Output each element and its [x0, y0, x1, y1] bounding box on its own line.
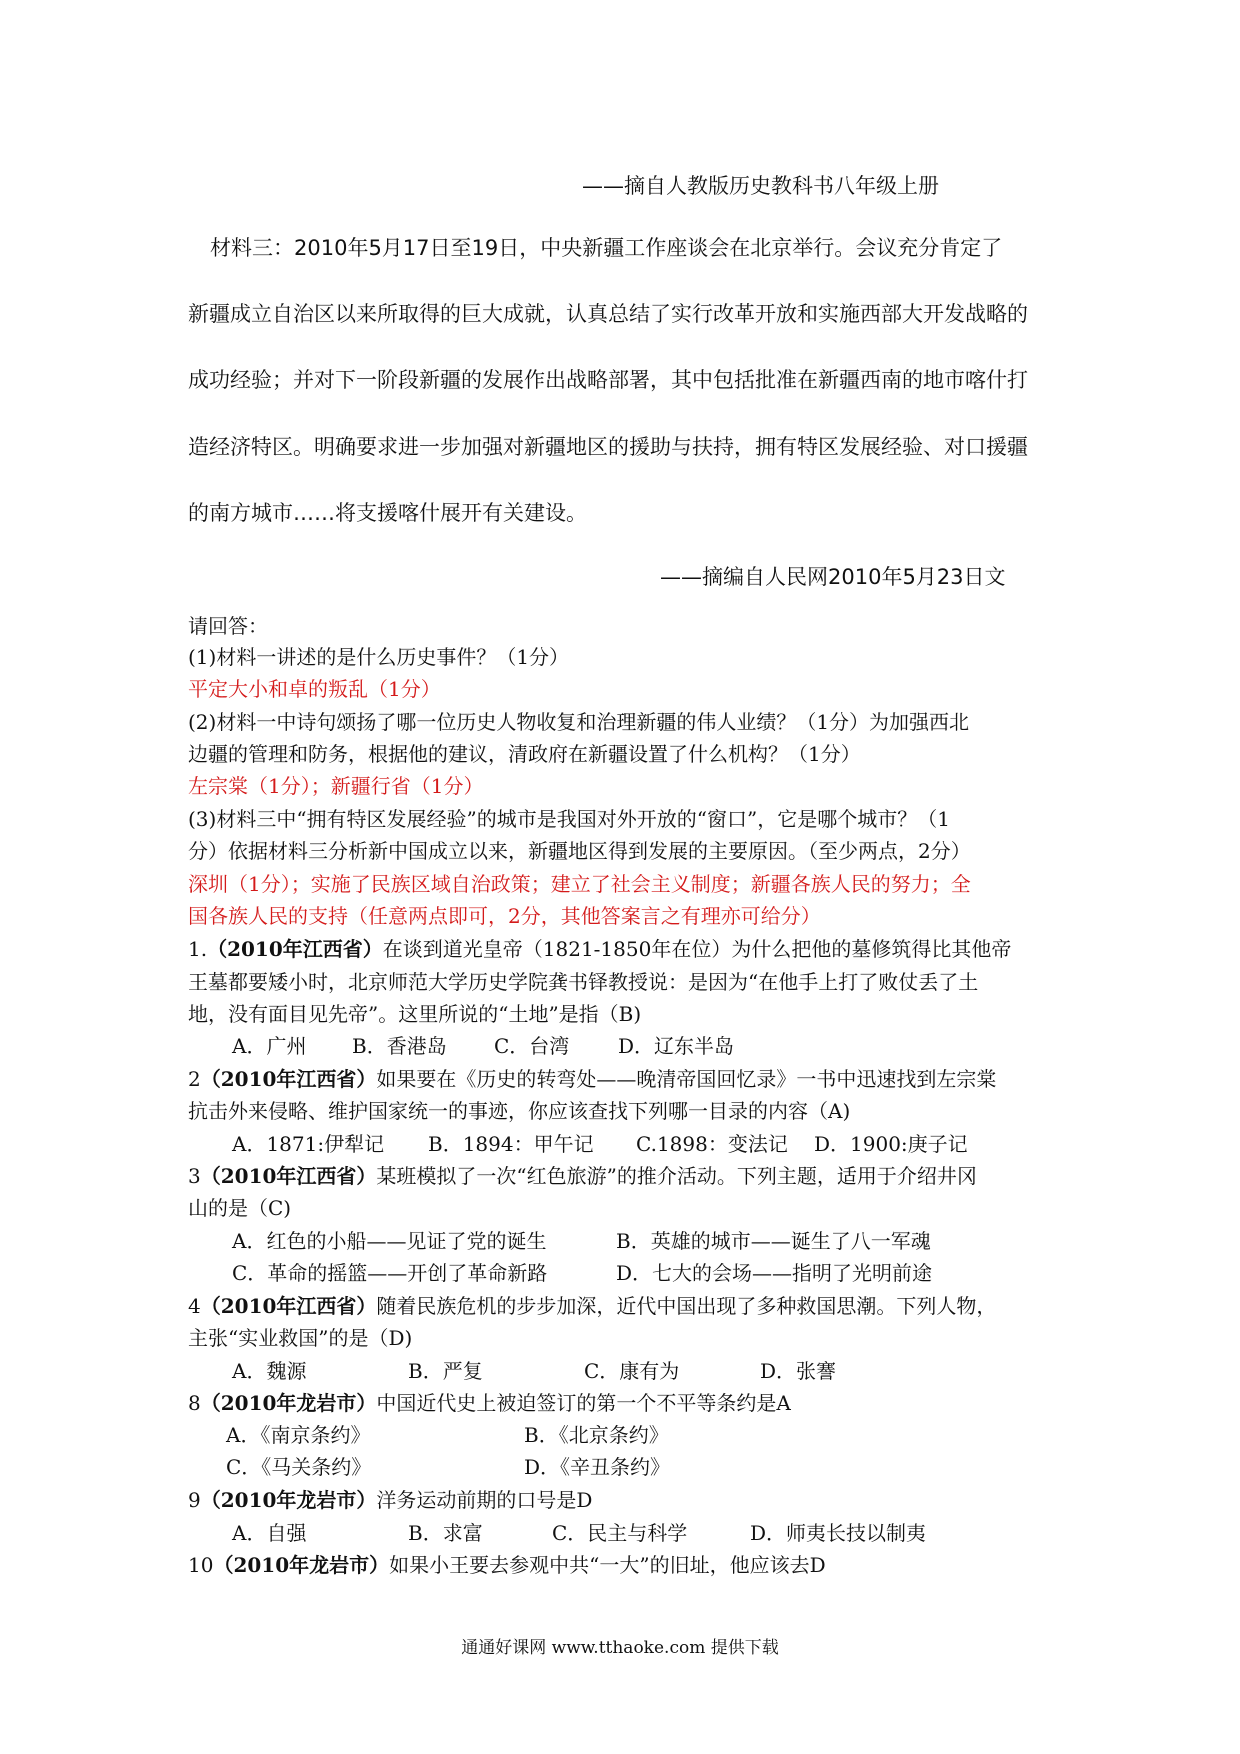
mcq-2-option-d: D．1900:庚子记 — [814, 1132, 968, 1156]
material3-line-2: 新疆成立自治区以来所取得的巨大成就，认真总结了实行改革开放和实施西部大开发战略的 — [188, 302, 1028, 326]
mcq-number: 4 — [188, 1294, 201, 1318]
material3-line-3: 成功经验；并对下一阶段新疆的发展作出战略部署，其中包括批准在新疆西南的地市喀什打 — [188, 368, 1028, 392]
mcq-9-option-c: C．民主与科学 — [552, 1521, 688, 1545]
mcq-4-option-a: A．魏源 — [232, 1359, 307, 1383]
question-2-line-1: (2)材料一中诗句颂扬了哪一位历史人物收复和治理新疆的伟人业绩？（1分）为加强西北 — [188, 710, 970, 734]
mcq-9-option-a: A．自强 — [232, 1521, 307, 1545]
mcq-3-stem-line-1 — [188, 1160, 977, 1189]
mcq-2-option-b: B．1894：甲午记 — [428, 1132, 594, 1156]
mcq-source-tag: （2010年江西省） — [207, 937, 383, 961]
mcq-8-option-a: A．《南京条约》 — [226, 1423, 371, 1447]
mcq-stem-text: 如果要在《历史的转弯处——晚清帝国回忆录》一书中迅速找到左宗棠 — [376, 1067, 997, 1091]
mcq-source-tag: （2010年龙岩市） — [200, 1488, 377, 1512]
question-1: (1)材料一讲述的是什么历史事件？（1分） — [188, 645, 570, 669]
mcq-1-option-d: D．辽东半岛 — [618, 1034, 735, 1058]
mcq-3-option-d: D．七大的会场——指明了光明前途 — [616, 1261, 933, 1285]
mcq-source-tag: （2010年江西省） — [200, 1164, 377, 1188]
mcq-2-stem-line-1 — [188, 1063, 996, 1092]
mcq-9-option-b: B．求富 — [408, 1521, 483, 1545]
answer-3-line-2: 国各族人民的支持（任意两点即可，2分，其他答案言之有理亦可给分） — [188, 904, 821, 928]
mcq-1-stem-line-3: 地，没有面目见先帝”。这里所说的“土地”是指（B) — [188, 1002, 642, 1026]
mcq-2-option-a: A．1871:伊犁记 — [232, 1132, 385, 1156]
mcq-number: 3 — [188, 1164, 201, 1188]
mcq-4-option-d: D．张謇 — [760, 1359, 837, 1383]
answer-1: 平定大小和卓的叛乱（1分） — [188, 677, 441, 701]
mcq-9-stem — [188, 1484, 592, 1513]
material3-line-1: 材料三：2010年5月17日至19日，中央新疆工作座谈会在北京举行。会议充分肯定了 — [210, 236, 1003, 260]
mcq-3-option-a: A．红色的小船——见证了党的诞生 — [232, 1229, 547, 1253]
mcq-stem-text: 在谈到道光皇帝（1821-1850年在位）为什么把他的墓修筑得比其他帝 — [382, 937, 1012, 961]
question-3-line-2: 分）依据材料三分析新中国成立以来，新疆地区得到发展的主要原因。（至少两点，2分） — [188, 839, 971, 863]
mcq-1-stem-line-1 — [188, 933, 1011, 962]
mcq-1-option-c: C．台湾 — [494, 1034, 570, 1058]
mcq-source-tag: （2010年江西省） — [200, 1294, 377, 1318]
answer-3-line-1: 深圳（1分）；实施了民族区域自治政策；建立了社会主义制度；新疆各族人民的努力；全 — [188, 872, 971, 896]
answer-prompt: 请回答： — [188, 614, 268, 638]
mcq-9-option-d: D．师夷长技以制夷 — [750, 1521, 927, 1545]
mcq-stem-text: 某班模拟了一次“红色旅游”的推介活动。下列主题，适用于介绍井冈 — [376, 1164, 977, 1188]
mcq-3-stem-line-2: 山的是（C) — [188, 1196, 292, 1220]
mcq-8-stem — [188, 1387, 791, 1416]
mcq-2-stem-line-2: 抗击外来侵略、维护国家统一的事迹，你应该查找下列哪一目录的内容（A) — [188, 1099, 851, 1123]
mcq-4-option-c: C．康有为 — [584, 1359, 680, 1383]
mcq-1-option-b: B．香港岛 — [352, 1034, 447, 1058]
mcq-number: 9 — [188, 1488, 201, 1512]
material3-source: ——摘编自人民网2010年5月23日文 — [660, 565, 1006, 589]
mcq-number: 8 — [188, 1391, 201, 1415]
question-2-line-2: 边疆的管理和防务，根据他的建议，清政府在新疆设置了什么机构？（1分） — [188, 742, 861, 766]
mcq-4-option-b: B．严复 — [408, 1359, 483, 1383]
material2-source: ——摘自人教版历史教科书八年级上册 — [582, 174, 939, 198]
mcq-8-option-d: D．《辛丑条约》 — [524, 1455, 671, 1479]
mcq-4-stem-line-1 — [188, 1290, 996, 1319]
mcq-stem-text: 随着民族危机的步步加深，近代中国出现了多种救国思潮。下列人物， — [376, 1294, 997, 1318]
mcq-stem-text: 中国近代史上被迫签订的第一个不平等条约是A — [376, 1391, 791, 1415]
mcq-10-stem — [188, 1549, 826, 1578]
mcq-1-stem-line-2: 王墓都要矮小时，北京师范大学历史学院龚书铎教授说：是因为“在他手上打了败仗丢了土 — [188, 970, 979, 994]
material3-line-4: 造经济特区。明确要求进一步加强对新疆地区的援助与扶持，拥有特区发展经验、对口援疆 — [188, 435, 1028, 459]
mcq-number: 10 — [188, 1553, 214, 1577]
question-3-line-1: (3)材料三中“拥有特区发展经验”的城市是我国对外开放的“窗口”，它是哪个城市？（1 — [188, 807, 950, 831]
page-footer: 通通好课网 www.tthaoke.com 提供下载 — [461, 1638, 779, 1658]
mcq-stem-text: 洋务运动前期的口号是D — [376, 1488, 593, 1512]
mcq-number: 1. — [188, 937, 208, 961]
mcq-1-option-a: A．广州 — [232, 1034, 307, 1058]
mcq-2-option-c: C.1898：变法记 — [636, 1132, 788, 1156]
mcq-source-tag: （2010年龙岩市） — [200, 1391, 377, 1415]
answer-2: 左宗棠（1分）；新疆行省（1分） — [188, 774, 484, 798]
material3-line-5: 的南方城市……将支援喀什展开有关建设。 — [188, 501, 587, 525]
mcq-source-tag: （2010年江西省） — [200, 1067, 377, 1091]
mcq-source-tag: （2010年龙岩市） — [213, 1553, 390, 1577]
mcq-4-stem-line-2: 主张“实业救国”的是（D) — [188, 1326, 413, 1350]
mcq-8-option-c: C．《马关条约》 — [226, 1455, 372, 1479]
mcq-3-option-c: C．革命的摇篮——开创了革命新路 — [232, 1261, 548, 1285]
mcq-number: 2 — [188, 1067, 201, 1091]
mcq-3-option-b: B．英雄的城市——诞生了八一军魂 — [616, 1229, 931, 1253]
mcq-8-option-b: B．《北京条约》 — [524, 1423, 669, 1447]
mcq-stem-text: 如果小王要去参观中共“一大”的旧址，他应该去D — [389, 1553, 826, 1577]
